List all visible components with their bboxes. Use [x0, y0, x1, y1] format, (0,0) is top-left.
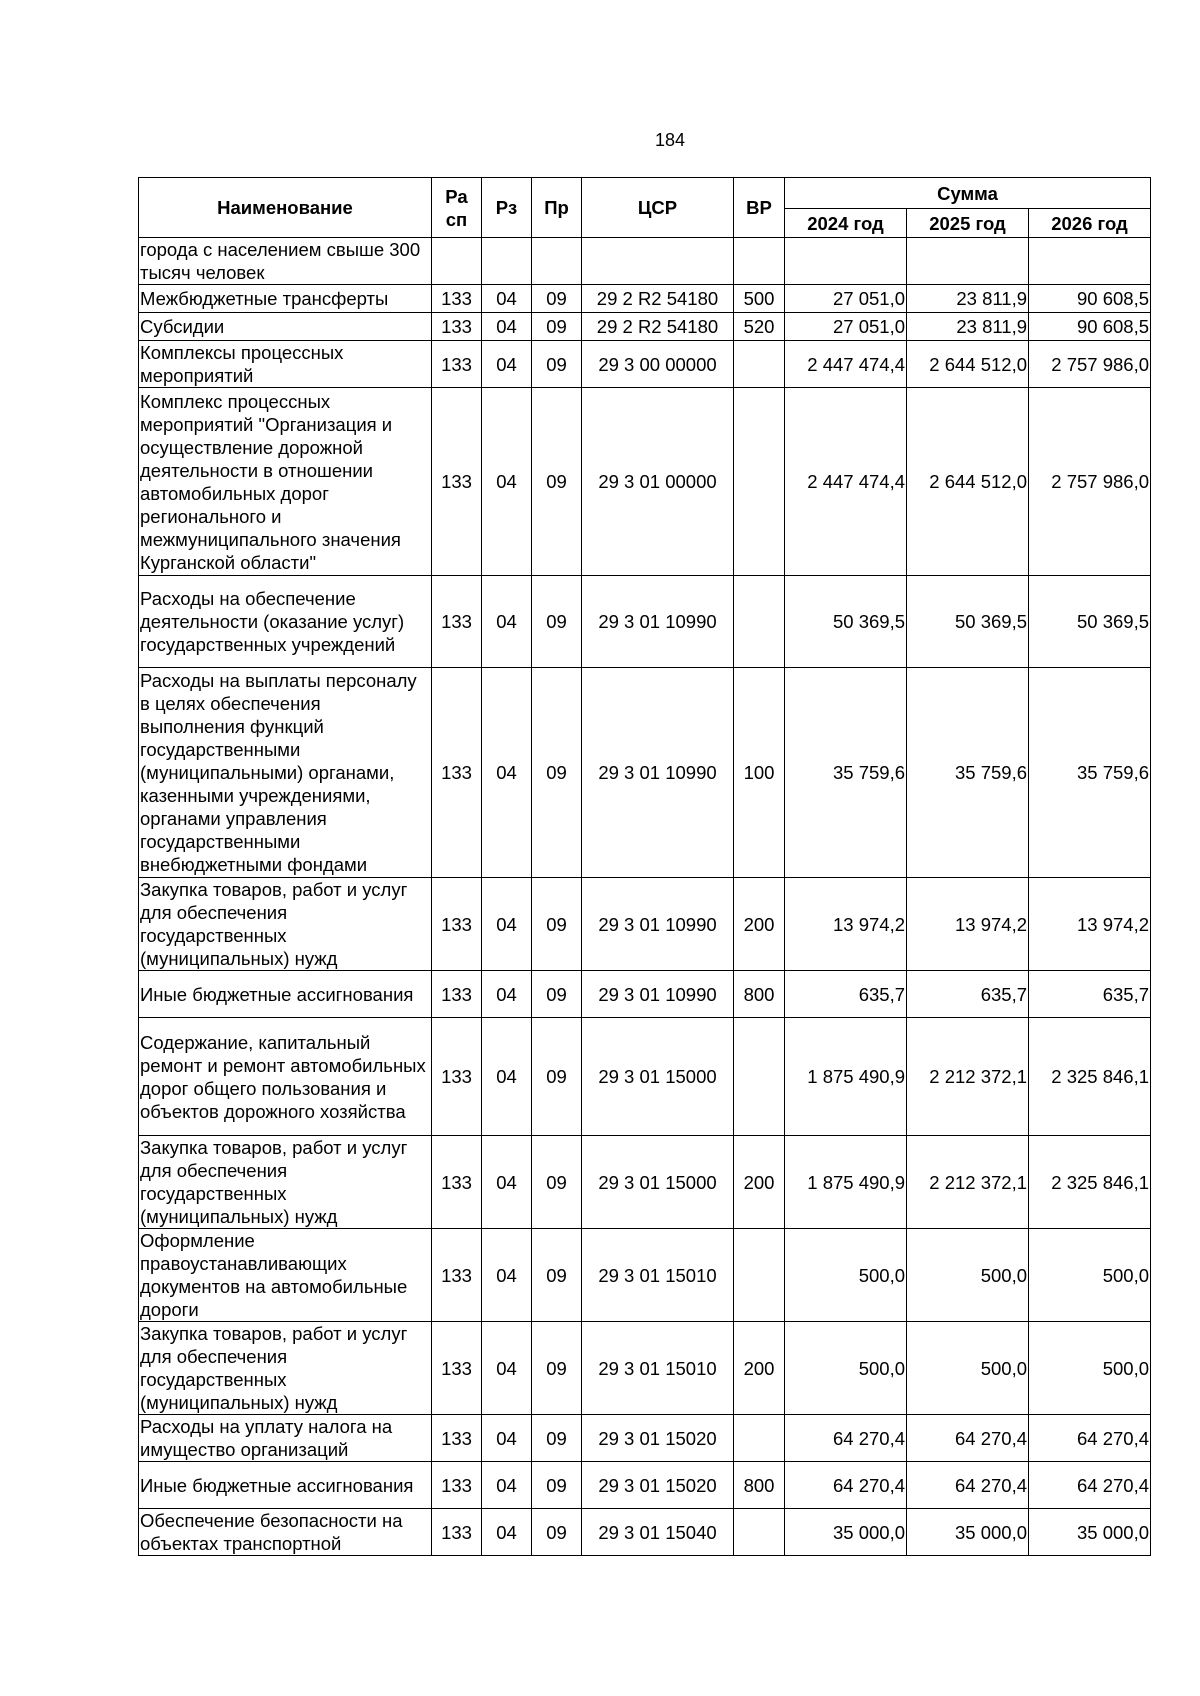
- row-amount-2026: 35 759,6: [1029, 668, 1151, 878]
- table-row: [139, 238, 1151, 285]
- table-row: [139, 668, 1151, 878]
- row-vr: 100: [734, 668, 785, 878]
- row-amount-2024: 27 051,0: [785, 285, 907, 313]
- row-amount-2026: 64 270,4: [1029, 1462, 1151, 1509]
- table-row: [139, 576, 1151, 668]
- row-pr: [532, 238, 582, 285]
- row-pr: 09: [532, 878, 582, 971]
- row-amount-2025: 64 270,4: [907, 1462, 1029, 1509]
- row-rz: 04: [482, 1415, 532, 1462]
- row-amount-2024: 500,0: [785, 1229, 907, 1322]
- table-row: [139, 1018, 1151, 1136]
- row-amount-2026: 2 325 846,1: [1029, 1136, 1151, 1229]
- table-row: [139, 878, 1151, 971]
- row-name: Иные бюджетные ассигнования: [139, 971, 432, 1018]
- table-row: [139, 1509, 1151, 1556]
- row-pr: 09: [532, 1322, 582, 1415]
- row-amount-2024: [785, 238, 907, 285]
- row-csr: 29 3 01 15020: [582, 1415, 734, 1462]
- budget-table: [138, 177, 1151, 1556]
- row-csr: 29 3 01 15010: [582, 1322, 734, 1415]
- row-amount-2024: 50 369,5: [785, 576, 907, 668]
- row-pr: 09: [532, 1018, 582, 1136]
- row-amount-2025: 2 644 512,0: [907, 388, 1029, 576]
- row-rasp: 133: [432, 878, 482, 971]
- table-row: [139, 1462, 1151, 1509]
- row-name: Расходы на выплаты персоналу в целях обеспечения выполнения функций государственными (муниципальными) органами, казенными учреждениями, органами управления государственными внебюджетными фондами: [139, 668, 432, 878]
- row-name: Закупка товаров, работ и услуг для обеспечения государственных (муниципальных) нужд: [139, 1322, 432, 1415]
- row-csr: 29 3 01 10990: [582, 878, 734, 971]
- row-rasp: 133: [432, 1229, 482, 1322]
- row-amount-2024: 2 447 474,4: [785, 388, 907, 576]
- row-pr: 09: [532, 341, 582, 388]
- row-csr: 29 3 01 10990: [582, 576, 734, 668]
- row-amount-2024: 1 875 490,9: [785, 1136, 907, 1229]
- row-csr: 29 2 R2 54180: [582, 313, 734, 341]
- row-rasp: [432, 238, 482, 285]
- row-rz: 04: [482, 313, 532, 341]
- row-vr: 200: [734, 1322, 785, 1415]
- row-amount-2024: 500,0: [785, 1322, 907, 1415]
- row-rasp: 133: [432, 1509, 482, 1556]
- row-name: Закупка товаров, работ и услуг для обеспечения государственных (муниципальных) нужд: [139, 1136, 432, 1229]
- row-rasp: 133: [432, 971, 482, 1018]
- row-rz: 04: [482, 1462, 532, 1509]
- row-rz: 04: [482, 1322, 532, 1415]
- row-rasp: 133: [432, 313, 482, 341]
- table-body: [139, 238, 1151, 1556]
- row-vr: [734, 238, 785, 285]
- row-amount-2025: 35 759,6: [907, 668, 1029, 878]
- row-rz: 04: [482, 1018, 532, 1136]
- row-name: Расходы на уплату налога на имущество организаций: [139, 1415, 432, 1462]
- row-vr: [734, 1229, 785, 1322]
- row-csr: [582, 238, 734, 285]
- row-vr: 200: [734, 1136, 785, 1229]
- row-amount-2024: 635,7: [785, 971, 907, 1018]
- row-csr: 29 3 01 10990: [582, 668, 734, 878]
- header-rz: Рз: [482, 178, 532, 238]
- row-amount-2026: 64 270,4: [1029, 1415, 1151, 1462]
- table-row: [139, 388, 1151, 576]
- row-name: Закупка товаров, работ и услуг для обеспечения государственных (муниципальных) нужд: [139, 878, 432, 971]
- row-vr: 800: [734, 971, 785, 1018]
- row-amount-2025: 500,0: [907, 1229, 1029, 1322]
- row-amount-2025: 64 270,4: [907, 1415, 1029, 1462]
- row-name: города с населением свыше 300 тысяч человек: [139, 238, 432, 285]
- row-amount-2025: 13 974,2: [907, 878, 1029, 971]
- row-amount-2024: 2 447 474,4: [785, 341, 907, 388]
- row-amount-2026: 2 325 846,1: [1029, 1018, 1151, 1136]
- row-rz: 04: [482, 388, 532, 576]
- row-vr: [734, 1018, 785, 1136]
- row-rasp: 133: [432, 1136, 482, 1229]
- row-rasp: 133: [432, 341, 482, 388]
- row-amount-2026: [1029, 238, 1151, 285]
- header-pr: Пр: [532, 178, 582, 238]
- row-amount-2025: 500,0: [907, 1322, 1029, 1415]
- row-amount-2026: 500,0: [1029, 1322, 1151, 1415]
- row-vr: 500: [734, 285, 785, 313]
- row-amount-2026: 35 000,0: [1029, 1509, 1151, 1556]
- row-pr: 09: [532, 1136, 582, 1229]
- row-rasp: 133: [432, 1415, 482, 1462]
- row-pr: 09: [532, 313, 582, 341]
- row-csr: 29 3 01 15010: [582, 1229, 734, 1322]
- row-pr: 09: [532, 1462, 582, 1509]
- row-rz: 04: [482, 668, 532, 878]
- row-vr: 800: [734, 1462, 785, 1509]
- row-vr: 520: [734, 313, 785, 341]
- row-pr: 09: [532, 1415, 582, 1462]
- row-vr: 200: [734, 878, 785, 971]
- table-row: [139, 1136, 1151, 1229]
- row-vr: [734, 1509, 785, 1556]
- page-number: 184: [654, 130, 686, 150]
- row-csr: 29 3 01 15020: [582, 1462, 734, 1509]
- row-amount-2024: 35 759,6: [785, 668, 907, 878]
- header-sum: Сумма: [785, 178, 1151, 209]
- row-name: Комплекс процессных мероприятий "Организация и осуществление дорожной деятельности в отношении автомобильных дорог регионального и межмуниципального значения Курганской области": [139, 388, 432, 576]
- row-csr: 29 3 01 15000: [582, 1136, 734, 1229]
- row-amount-2024: 13 974,2: [785, 878, 907, 971]
- row-rz: 04: [482, 1229, 532, 1322]
- row-name: Обеспечение безопасности на объектах транспортной: [139, 1509, 432, 1556]
- row-amount-2025: 50 369,5: [907, 576, 1029, 668]
- header-name: Наименование: [139, 178, 432, 238]
- row-amount-2025: 2 212 372,1: [907, 1136, 1029, 1229]
- row-rz: 04: [482, 971, 532, 1018]
- row-amount-2026: 50 369,5: [1029, 576, 1151, 668]
- row-amount-2025: 23 811,9: [907, 313, 1029, 341]
- row-pr: 09: [532, 285, 582, 313]
- row-rz: 04: [482, 878, 532, 971]
- row-amount-2026: 90 608,5: [1029, 285, 1151, 313]
- row-rz: 04: [482, 285, 532, 313]
- row-pr: 09: [532, 576, 582, 668]
- row-name: Содержание, капитальный ремонт и ремонт автомобильных дорог общего пользования и объектов дорожного хозяйства: [139, 1018, 432, 1136]
- row-rz: [482, 238, 532, 285]
- header-vr: ВР: [734, 178, 785, 238]
- row-csr: 29 3 01 15000: [582, 1018, 734, 1136]
- row-csr: 29 3 01 00000: [582, 388, 734, 576]
- row-amount-2026: 90 608,5: [1029, 313, 1151, 341]
- row-pr: 09: [532, 1509, 582, 1556]
- row-rasp: 133: [432, 1018, 482, 1136]
- row-amount-2025: 2 212 372,1: [907, 1018, 1029, 1136]
- row-name: Оформление правоустанавливающих документов на автомобильные дороги: [139, 1229, 432, 1322]
- row-amount-2025: 35 000,0: [907, 1509, 1029, 1556]
- header-year-2026: 2026 год: [1029, 209, 1151, 238]
- row-rasp: 133: [432, 388, 482, 576]
- row-rz: 04: [482, 1509, 532, 1556]
- row-name: Субсидии: [139, 313, 432, 341]
- row-amount-2024: 35 000,0: [785, 1509, 907, 1556]
- row-rasp: 133: [432, 576, 482, 668]
- header-year-2024: 2024 год: [785, 209, 907, 238]
- header-year-2025: 2025 год: [907, 209, 1029, 238]
- header-rasp: Ра сп: [432, 178, 482, 238]
- table-row: [139, 971, 1151, 1018]
- row-amount-2024: 64 270,4: [785, 1415, 907, 1462]
- row-csr: 29 3 00 00000: [582, 341, 734, 388]
- row-name: Комплексы процессных мероприятий: [139, 341, 432, 388]
- row-vr: [734, 1415, 785, 1462]
- row-amount-2026: 2 757 986,0: [1029, 341, 1151, 388]
- row-amount-2025: 23 811,9: [907, 285, 1029, 313]
- row-csr: 29 3 01 10990: [582, 971, 734, 1018]
- row-amount-2024: 1 875 490,9: [785, 1018, 907, 1136]
- row-amount-2025: 2 644 512,0: [907, 341, 1029, 388]
- row-name: Иные бюджетные ассигнования: [139, 1462, 432, 1509]
- row-rz: 04: [482, 341, 532, 388]
- row-amount-2025: 635,7: [907, 971, 1029, 1018]
- row-rasp: 133: [432, 668, 482, 878]
- table-row: [139, 285, 1151, 313]
- row-amount-2026: 2 757 986,0: [1029, 388, 1151, 576]
- row-pr: 09: [532, 971, 582, 1018]
- row-csr: 29 2 R2 54180: [582, 285, 734, 313]
- row-rasp: 133: [432, 1462, 482, 1509]
- row-pr: 09: [532, 1229, 582, 1322]
- row-rz: 04: [482, 1136, 532, 1229]
- table-row: [139, 1229, 1151, 1322]
- row-csr: 29 3 01 15040: [582, 1509, 734, 1556]
- row-name: Межбюджетные трансферты: [139, 285, 432, 313]
- table-row: [139, 341, 1151, 388]
- row-vr: [734, 576, 785, 668]
- row-amount-2026: 500,0: [1029, 1229, 1151, 1322]
- row-rasp: 133: [432, 1322, 482, 1415]
- row-pr: 09: [532, 668, 582, 878]
- row-pr: 09: [532, 388, 582, 576]
- row-amount-2024: 64 270,4: [785, 1462, 907, 1509]
- header-csr: ЦСР: [582, 178, 734, 238]
- row-rz: 04: [482, 576, 532, 668]
- row-vr: [734, 341, 785, 388]
- row-amount-2025: [907, 238, 1029, 285]
- row-amount-2024: 27 051,0: [785, 313, 907, 341]
- table-row: [139, 313, 1151, 341]
- row-amount-2026: 635,7: [1029, 971, 1151, 1018]
- table-row: [139, 1415, 1151, 1462]
- row-amount-2026: 13 974,2: [1029, 878, 1151, 971]
- table-row: [139, 1322, 1151, 1415]
- row-vr: [734, 388, 785, 576]
- row-name: Расходы на обеспечение деятельности (оказание услуг) государственных учреждений: [139, 576, 432, 668]
- row-rasp: 133: [432, 285, 482, 313]
